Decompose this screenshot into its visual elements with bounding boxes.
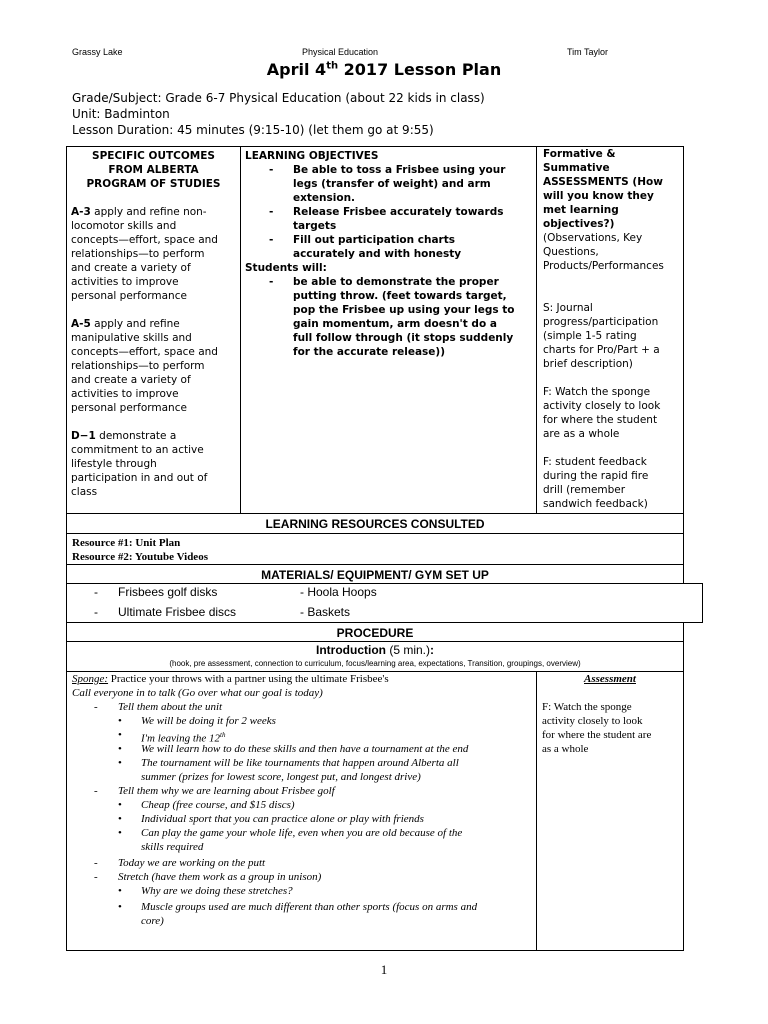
stretch: Stretch (have them work as a group in unison) [118, 871, 322, 883]
outcome-line: activities to improve [71, 388, 179, 400]
assessment-line: F: Watch the sponge [542, 701, 632, 713]
page-number: 1 [380, 962, 388, 977]
outcome-a5 [71, 317, 236, 415]
objectives-column [240, 146, 537, 514]
outcome-code-line: D−1 demonstrate a [71, 430, 177, 442]
objective-line: - be able to demonstrate the proper [293, 276, 499, 288]
assessment-formative-2 [543, 455, 677, 511]
assessment-formative-1 [543, 385, 677, 441]
assessment-heading-line: Formative & [543, 148, 616, 160]
objective-line: - Release Frisbee accurately towards [293, 206, 504, 218]
tournament-line-2: summer (prizes for lowest score, longest put, and longest drive) [141, 771, 421, 783]
objective-item [245, 163, 532, 205]
bullet: • [118, 743, 122, 755]
material-hoola-hoops: - Hoola Hoops [300, 585, 377, 599]
students-will-list [245, 275, 532, 359]
assessment-sub-line: (Observations, Key [543, 232, 643, 244]
lifelong-line-1: Can play the game your whole life, even when you are old because of the [141, 827, 463, 839]
materials-heading: MATERIALS/ EQUIPMENT/ GYM SET UP [66, 564, 684, 584]
objective-line: pop the Frisbee up using your legs to [293, 304, 515, 316]
dash: - [94, 871, 98, 883]
objective-line: accurately and with honesty [293, 248, 462, 260]
bullet: • [118, 757, 122, 769]
assessment-summative [543, 301, 677, 371]
outcome-a3 [71, 205, 236, 303]
procedure-heading: PROCEDURE [66, 622, 684, 642]
cheap: Cheap (free course, and $15 discs) [141, 799, 295, 811]
outcome-d1 [71, 429, 236, 499]
outcomes-heading: SPECIFIC OUTCOMES FROM ALBERTA PROGRAM OF STUDIES [86, 150, 221, 190]
learn-skills: We will learn how to do these skills and then have a tournament at the end [141, 743, 469, 755]
outcome-line: personal performance [71, 402, 187, 414]
material-frisbee-golf-disks: Frisbees golf disks [118, 585, 218, 599]
why-stretches: Why are we doing these stretches? [141, 885, 293, 897]
assessment-heading-line: met learning [543, 204, 619, 216]
material-dash-1: - [94, 585, 98, 599]
objective-item [245, 205, 532, 233]
objective-line: putting throw. (feet towards target, [293, 290, 507, 302]
muscle-groups-line-2: core) [141, 915, 164, 927]
outcome-line: activities to improve [71, 276, 179, 288]
grade-subject: Grade/Subject: Grade 6-7 Physical Education (about 22 kids in class) [72, 91, 485, 105]
outcome-line: personal performance [71, 290, 187, 302]
unit-duration: We will be doing it for 2 weeks [141, 715, 276, 727]
assessment-line: (simple 1-5 rating [543, 330, 637, 342]
tell-unit: Tell them about the unit [118, 701, 223, 713]
outcome-line: participation in and out of [71, 472, 208, 484]
subject-header: Physical Education [302, 47, 379, 57]
assessment-heading-line: objectives?) [543, 218, 615, 230]
resource-1: Resource #1: Unit Plan [72, 537, 181, 549]
assessment-notes [542, 700, 678, 756]
bullet: • [118, 827, 122, 839]
outcome-line: concepts—effort, space and [71, 346, 218, 358]
assessment-line: charts for Pro/Part + a [543, 344, 660, 356]
bullet: • [118, 799, 122, 811]
assessment-line: brief description) [543, 358, 633, 370]
objective-line: for the accurate release)) [293, 346, 446, 358]
outcome-line: concepts—effort, space and [71, 234, 218, 246]
lifelong-line-2: skills required [141, 841, 204, 853]
objective-line: full follow through (it stops suddenly [293, 332, 514, 344]
assessment-line: sandwich feedback) [543, 498, 648, 510]
outcome-code-line: A-5 apply and refine [71, 318, 180, 330]
resource-2: Resource #2: Youtube Videos [72, 551, 208, 563]
objective-line: - Be able to toss a Frisbee using your [293, 164, 506, 176]
resources-list [66, 533, 684, 565]
outcomes-column [66, 146, 241, 514]
outcome-line: lifestyle through [71, 458, 157, 470]
objective-line: legs (transfer of weight) and arm [293, 178, 491, 190]
students-will: Students will: [245, 262, 327, 274]
outcome-line: relationships—to perform [71, 360, 205, 372]
objectives-heading: LEARNING OBJECTIVES [245, 150, 379, 162]
outcome-line: class [71, 486, 98, 498]
material-dash-2: - [94, 605, 98, 619]
assessment-heading-line: will you know they [543, 190, 654, 202]
assessments-column [536, 146, 684, 514]
assessment-heading-line: Summative [543, 162, 610, 174]
assessment-line: are as a whole [543, 428, 620, 440]
page-title: April 4th 2017 Lesson Plan [266, 60, 502, 79]
unit: Unit: Badminton [72, 107, 170, 121]
material-baskets: - Baskets [300, 605, 351, 619]
outcome-line: and create a variety of [71, 374, 191, 386]
assessment-label: Assessment [584, 673, 636, 685]
teacher-name: Tim Taylor [567, 47, 609, 57]
bullet: • [118, 885, 122, 897]
introduction-header: Introduction (5 min.): (hook, pre assessment, connection to curriculum, focus/learning area, expectations, Transition, groupings, overview) [66, 641, 684, 672]
assessment-line: progress/participation [543, 316, 659, 328]
assessments-heading [543, 147, 677, 231]
working-on-putt: Today we are working on the putt [118, 857, 266, 869]
dash: - [94, 785, 98, 797]
call-in: Call everyone in to talk (Go over what our goal is today) [72, 687, 323, 699]
individual-sport: Individual sport that you can practice alone or play with friends [141, 813, 424, 825]
assessment-heading-line: ASSESSMENTS (How [543, 176, 663, 188]
procedure-assessment [536, 671, 684, 951]
objective-item [245, 275, 532, 359]
school-name: Grassy Lake [72, 47, 123, 57]
assessment-line: activity closely to look [543, 400, 661, 412]
assessments-sub [543, 231, 677, 273]
lesson-duration: Lesson Duration: 45 minutes (9:15-10) (let them go at 9:55) [72, 123, 434, 137]
bullet: • [118, 813, 122, 825]
objective-line: targets [293, 220, 337, 232]
why-frisbee: Tell them why we are learning about Frisbee golf [118, 785, 335, 797]
outcome-line: locomotor skills and [71, 220, 177, 232]
bullet: • [118, 901, 122, 913]
assessment-line: during the rapid fire [543, 470, 649, 482]
material-ultimate-frisbee-discs: Ultimate Frisbee discs [118, 605, 237, 619]
assessment-line: S: Journal [543, 302, 593, 314]
objective-line: gain momentum, arm doesn't do a [293, 318, 497, 330]
assessment-line: F: Watch the sponge [543, 386, 651, 398]
outcome-line: commitment to an active [71, 444, 204, 456]
objective-line: extension. [293, 192, 356, 204]
outcome-line: relationships—to perform [71, 248, 205, 260]
assessment-line: for where the student [543, 414, 658, 426]
assessment-line: F: student feedback [543, 456, 647, 468]
assessment-line: for where the student are [542, 729, 652, 741]
leaving-date: I'm leaving the 12th [141, 731, 226, 745]
assessment-line: activity closely to look [542, 715, 643, 727]
introduction-subtitle: (hook, pre assessment, connection to curriculum, focus/learning area, expectations, Transition, groupings, overview) [169, 659, 581, 668]
tournament-line-1: The tournament will be like tournaments that happen around Alberta all [141, 757, 459, 769]
dash: - [94, 701, 98, 713]
assessment-line: drill (remember [543, 484, 626, 496]
outcome-line: and create a variety of [71, 262, 191, 274]
objective-item [245, 233, 532, 261]
outcome-line: manipulative skills and [71, 332, 192, 344]
assessment-sub-line: Questions, [543, 246, 599, 258]
objectives-list [245, 163, 532, 261]
dash: - [94, 857, 98, 869]
bullet: • [118, 715, 122, 727]
muscle-groups-line-1: Muscle groups used are much different than other sports (focus on arms and [141, 901, 478, 913]
objective-line: - Fill out participation charts [293, 234, 456, 246]
outcome-code-line: A-3 apply and refine non- [71, 206, 207, 218]
sponge-line: Sponge: Practice your throws with a partner using the ultimate Frisbee's [72, 673, 389, 685]
bullet: • [118, 729, 122, 741]
resources-heading: LEARNING RESOURCES CONSULTED [66, 513, 684, 534]
assessment-sub-line: Products/Performances [543, 260, 664, 272]
assessment-line: as a whole [542, 743, 589, 755]
